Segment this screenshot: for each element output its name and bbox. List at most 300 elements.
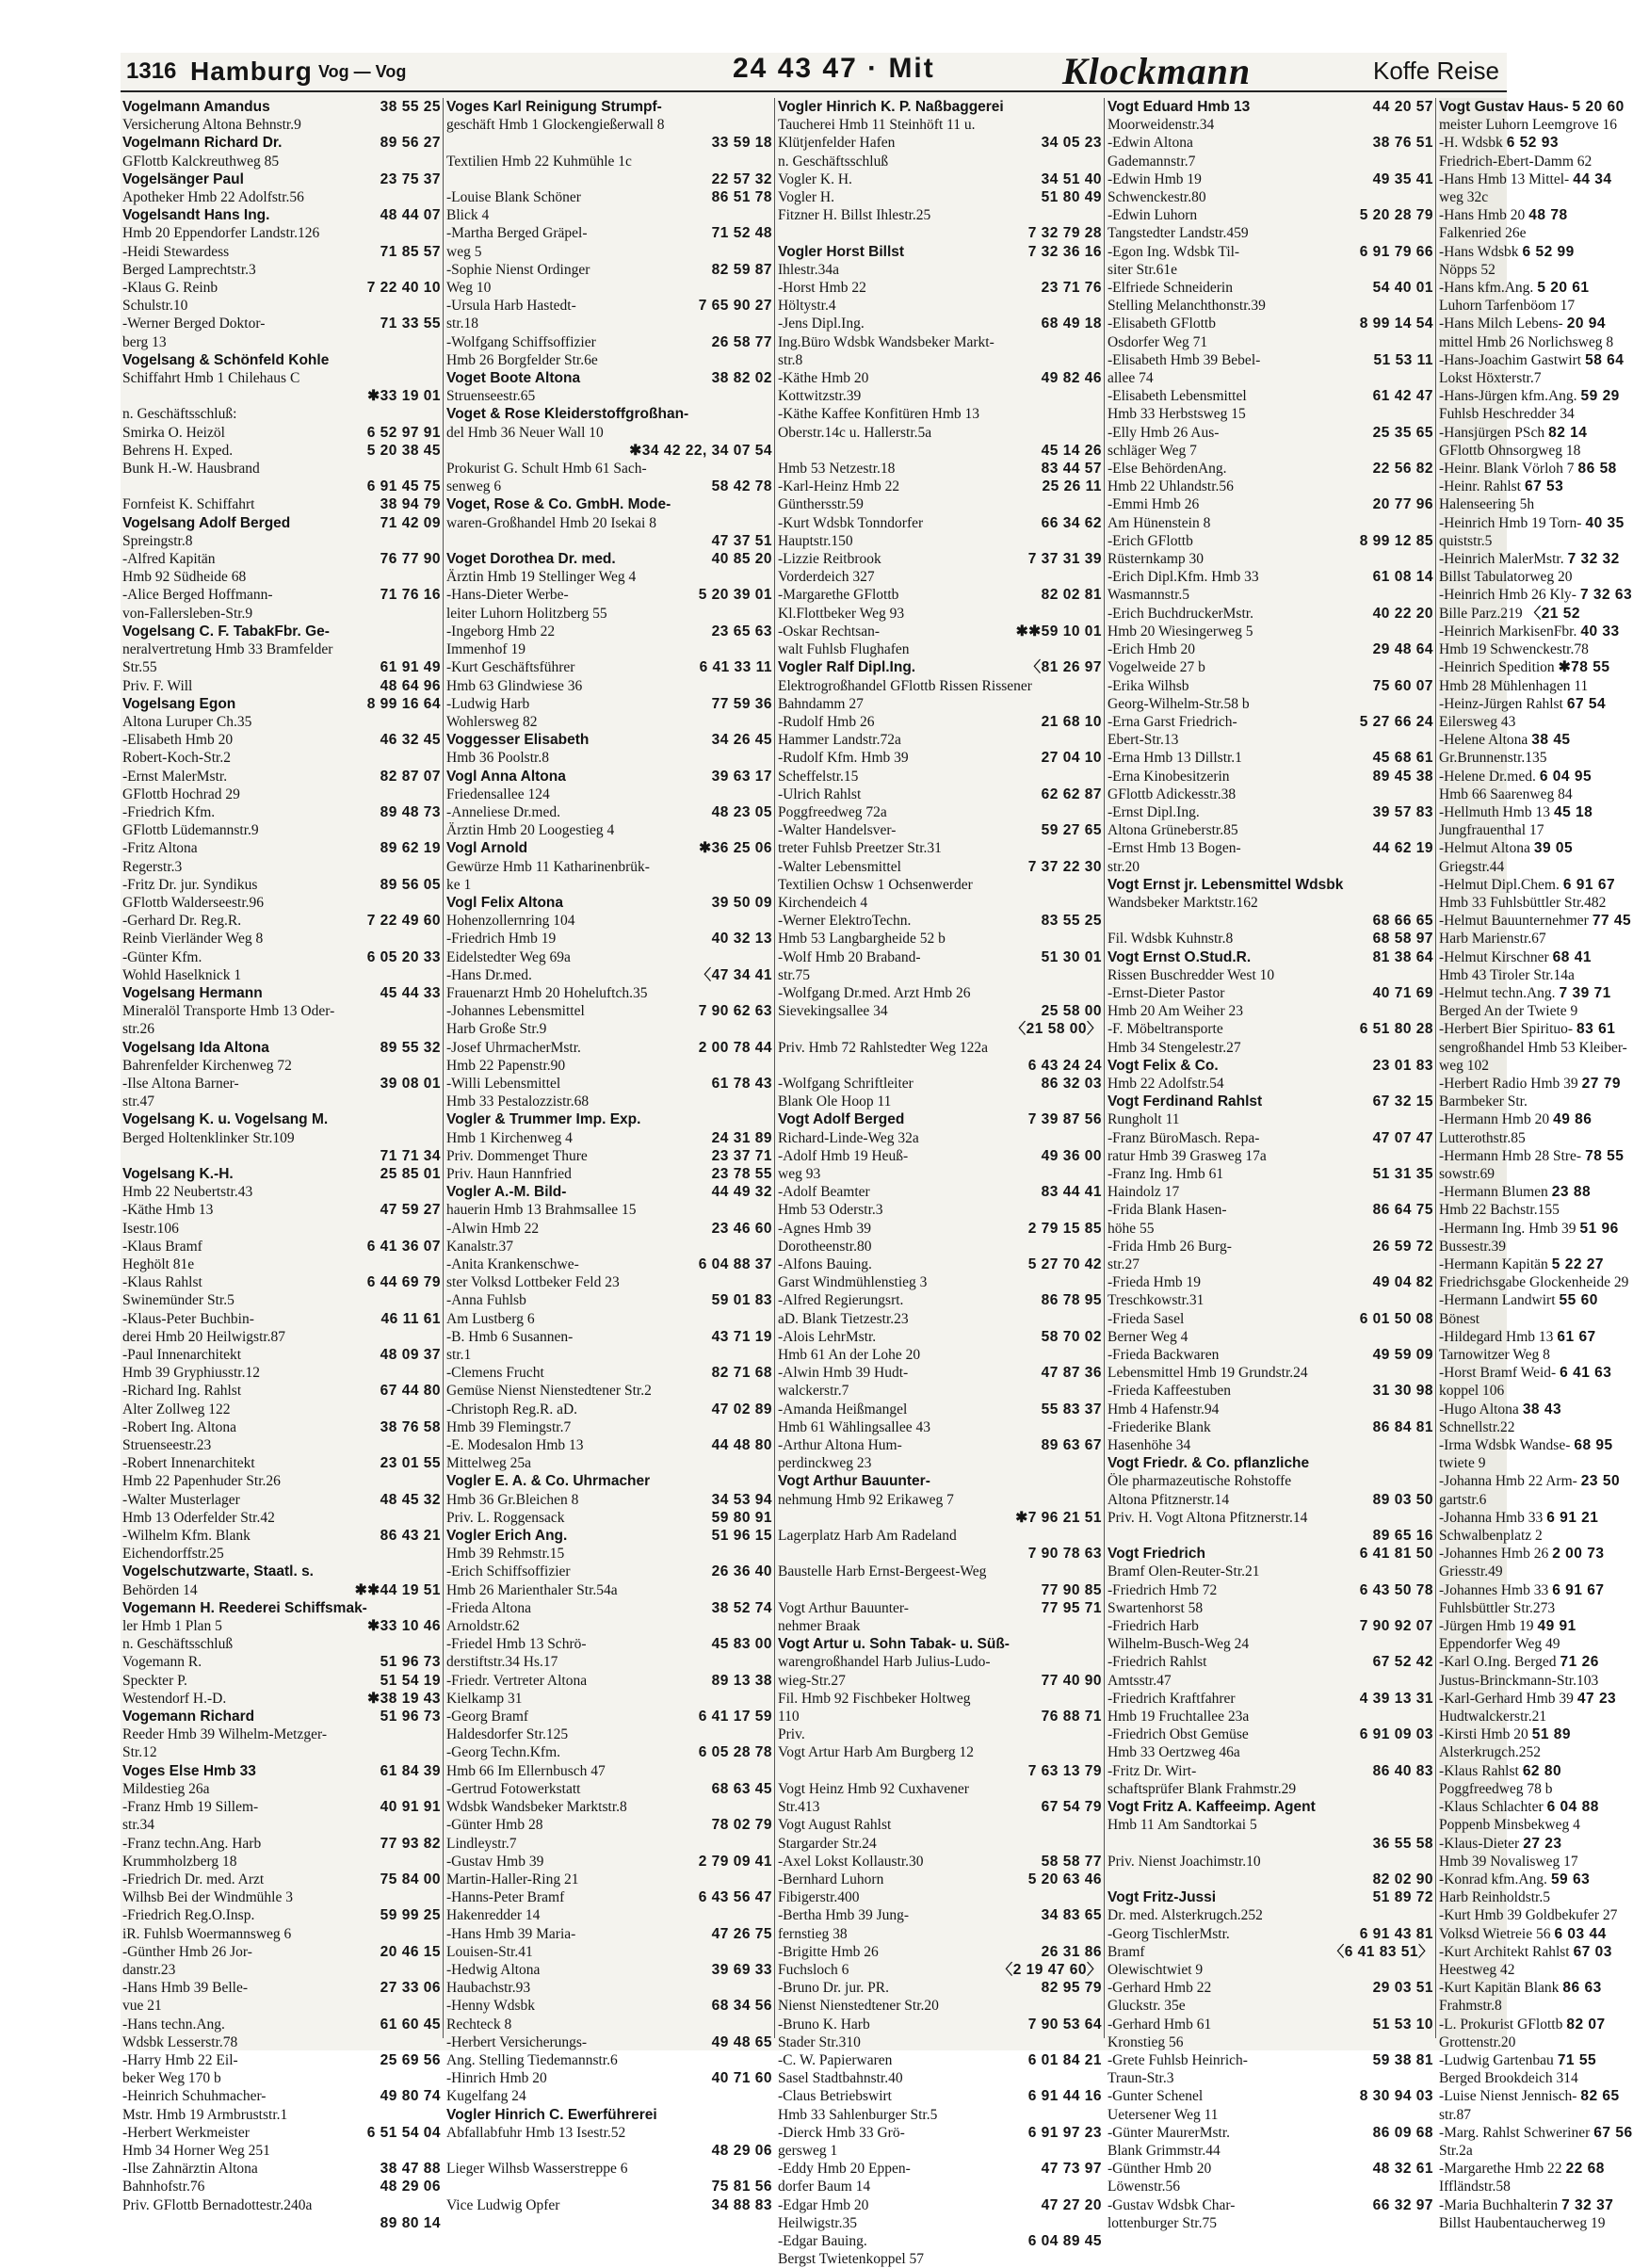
directory-entry xyxy=(446,224,772,242)
entry-text: Griesstr.49 xyxy=(1439,1563,1503,1580)
ad-phone-number: 24 43 47 · Mit xyxy=(733,53,935,84)
entry-phone xyxy=(768,1906,772,1924)
entry-text: -Hans Hmb 13 Mittel- xyxy=(1439,170,1570,187)
entry-text: -F. Möbeltransporte xyxy=(1108,1021,1223,1038)
directory-entry xyxy=(1108,786,1433,803)
directory-entry xyxy=(122,731,441,749)
ad-brand-logo: Klockmann xyxy=(1062,50,1252,92)
entry-phone: 89 80 14 xyxy=(380,2214,441,2231)
directory-entry xyxy=(122,2178,441,2195)
entry-phone: 36 55 58 xyxy=(1372,1835,1433,1852)
directory-entry xyxy=(1108,1291,1433,1309)
directory-entry xyxy=(1439,1346,1550,1364)
entry-phone: 25 26 11 xyxy=(1042,478,1102,495)
entry-text: -Hinrich Hmb 20 xyxy=(446,2070,547,2087)
entry-text: n. Geschäftsschluß xyxy=(778,153,889,170)
directory-entry xyxy=(446,1382,772,1400)
entry-phone: 6 41 33 11 xyxy=(699,659,772,676)
entry-text: -Hedwig Altona xyxy=(446,1961,541,1978)
directory-entry xyxy=(1108,2196,1433,2214)
entry-phone: 27 79 xyxy=(1581,1075,1621,1092)
entry-text: Lindleystr.7 xyxy=(446,1835,517,1852)
entry-phone xyxy=(1430,786,1433,803)
entry-text: ster Volksd Lottbeker Feld 23 xyxy=(446,1274,620,1291)
entry-text: Hmb 53 Netzestr.18 xyxy=(778,461,896,478)
directory-entry xyxy=(446,948,772,966)
entry-text: -Kurt Geschäftsführer xyxy=(446,659,575,676)
entry-phone: 29 03 51 xyxy=(1372,1980,1433,1997)
directory-entry xyxy=(778,170,1102,188)
entry-phone: 45 14 26 xyxy=(1041,442,1102,459)
entry-text: Hmb 36 Poolstr.8 xyxy=(446,750,549,767)
entry-text: Vogl Anna Altona xyxy=(446,768,566,785)
directory-entry xyxy=(778,1491,1102,1509)
directory-entry xyxy=(446,2069,772,2087)
entry-phone: 89 13 38 xyxy=(711,1672,772,1689)
directory-entry xyxy=(122,1201,441,1219)
entry-text: Vogelweide 27 b xyxy=(1108,659,1205,676)
directory-entry xyxy=(122,876,441,894)
directory-entry xyxy=(446,297,772,315)
entry-text: Hmb 33 Pestalozzistr.68 xyxy=(446,1094,590,1110)
entry-text: -Hermann Kapitän xyxy=(1439,1256,1548,1272)
entry-text: quiststr.5 xyxy=(1439,532,1493,549)
entry-text: Friedrichsgabe Glockenheide 29 xyxy=(1439,1274,1629,1291)
entry-text xyxy=(446,170,708,188)
entry-text: -Friedrich Kraftfahrer xyxy=(1108,1690,1236,1707)
entry-phone xyxy=(437,713,441,731)
entry-phone: 44 62 19 xyxy=(1372,840,1433,857)
entry-text: Schwalbenplatz 2 xyxy=(1439,1528,1543,1545)
entry-phone xyxy=(1430,2069,1433,2087)
directory-entry xyxy=(446,1418,772,1436)
directory-entry xyxy=(1439,912,1632,930)
entry-phone xyxy=(1098,1888,1102,1906)
entry-text: Struenseestr.23 xyxy=(122,1437,212,1454)
entry-text: Tarnowitzer Weg 8 xyxy=(1439,1347,1550,1364)
directory-entry xyxy=(778,333,1102,351)
directory-entry xyxy=(446,912,772,930)
entry-phone xyxy=(1543,1527,1546,1545)
entry-phone xyxy=(437,821,441,839)
entry-phone: ✱78 55 xyxy=(1558,659,1610,676)
entry-phone: 49 91 xyxy=(1537,1618,1576,1635)
entry-phone xyxy=(1098,1690,1102,1708)
entry-phone xyxy=(1526,1129,1529,1147)
entry-phone: 40 71 69 xyxy=(1372,984,1433,1001)
directory-entry xyxy=(1108,1961,1433,1979)
entry-text: Höltystr.4 xyxy=(778,298,836,315)
directory-entry xyxy=(446,894,772,912)
directory-entry xyxy=(778,568,1102,586)
entry-text: Hmb 26 Borgfelder Str.6e xyxy=(446,351,598,368)
entry-text: -Franz Hmb 19 Sillem- xyxy=(122,1799,259,1816)
directory-entry xyxy=(446,658,772,676)
entry-phone: 89 56 05 xyxy=(380,876,441,893)
directory-entry xyxy=(446,1725,772,1743)
directory-entry xyxy=(1439,1165,1507,1183)
entry-phone: 67 54 79 xyxy=(1041,1799,1102,1816)
entry-text: -Gustav Wdsbk Char- xyxy=(1108,2196,1236,2213)
directory-entry xyxy=(1439,1147,1625,1165)
entry-phone xyxy=(1550,1888,1554,1906)
entry-text: Hmb 63 Glindwiese 36 xyxy=(446,677,583,694)
entry-phone: 25 58 00 xyxy=(1041,1003,1102,1020)
entry-phone xyxy=(1098,98,1102,116)
directory-entry xyxy=(446,1599,772,1617)
entry-phone xyxy=(1098,1093,1102,1110)
directory-entry xyxy=(778,532,1102,550)
entry-phone: ✱✱44 19 51 xyxy=(354,1581,441,1598)
directory-entry xyxy=(1439,224,1527,242)
directory-entry xyxy=(1108,1436,1433,1454)
directory-entry xyxy=(1439,1002,1578,1020)
directory-entry xyxy=(778,894,1102,912)
entry-phone: 23 46 60 xyxy=(711,1220,772,1237)
entry-text: -Friedrich Kfm. xyxy=(122,803,216,820)
entry-text: -Klaus-Peter Buchbin- xyxy=(122,1310,254,1327)
directory-entry xyxy=(446,1491,772,1509)
directory-entry xyxy=(1108,478,1433,495)
directory-entry xyxy=(1108,1256,1433,1273)
entry-phone: 68 49 18 xyxy=(1041,316,1102,332)
entry-text: Hammer Landstr.72a xyxy=(778,732,901,749)
entry-text: -Johannes Hmb 33 xyxy=(1439,1581,1549,1598)
entry-phone xyxy=(437,1725,441,1743)
directory-entry xyxy=(446,1853,772,1871)
entry-phone xyxy=(437,1961,441,1979)
directory-entry xyxy=(1108,1002,1433,1020)
directory-entry xyxy=(778,1672,1102,1690)
directory-entry xyxy=(446,279,772,297)
entry-phone: 51 96 73 xyxy=(380,1709,441,1725)
directory-entry xyxy=(1439,1888,1550,1906)
entry-text: Robert-Koch-Str.2 xyxy=(122,750,231,767)
entry-text: Lieger Wilhsb Wasserstreppe 6 xyxy=(446,2161,628,2178)
directory-entry xyxy=(778,1220,1102,1238)
directory-entry xyxy=(446,387,772,405)
entry-text: -Walter Handelsver- xyxy=(778,822,897,839)
entry-phone xyxy=(1503,1057,1507,1075)
entry-phone xyxy=(768,984,772,1002)
entry-text: -Hansjürgen PSch xyxy=(1439,424,1545,441)
entry-text: -Frida Hmb 26 Burg- xyxy=(1108,1238,1232,1255)
entry-text: Vogler & Trummer Imp. Exp. xyxy=(446,1111,641,1128)
entry-text xyxy=(778,1581,1038,1599)
entry-phone: 89 56 27 xyxy=(380,135,441,152)
directory-entry xyxy=(122,1997,441,2015)
entry-text: Schulstr.10 xyxy=(122,298,188,315)
directory-entry xyxy=(778,1075,1102,1093)
directory-entry xyxy=(1108,1509,1433,1527)
entry-phone: 6 52 93 xyxy=(1506,135,1559,152)
directory-entry xyxy=(778,1653,1102,1671)
entry-text xyxy=(446,532,708,550)
entry-phone xyxy=(768,1238,772,1256)
directory-entry xyxy=(1108,134,1433,152)
entry-phone xyxy=(1503,1165,1507,1183)
entry-text: Hmb 61 Wählingsallee 43 xyxy=(778,1418,931,1435)
entry-phone xyxy=(1553,1780,1557,1798)
entry-text: Fitzner H. Billst Ihlestr.25 xyxy=(778,207,931,224)
entry-text: GFlottb Hochrad 29 xyxy=(122,786,240,802)
directory-entry xyxy=(446,2087,772,2105)
entry-phone: 23 50 xyxy=(1580,1473,1621,1490)
directory-entry xyxy=(778,1961,1102,1979)
directory-entry xyxy=(446,677,772,695)
entry-phone: 33 59 18 xyxy=(711,135,772,152)
entry-text: -Henny Wdsbk xyxy=(446,1998,535,2015)
directory-entry xyxy=(446,930,772,948)
directory-entry xyxy=(778,1527,1102,1545)
directory-entry xyxy=(1108,1093,1433,1110)
directory-entry xyxy=(122,1364,441,1382)
entry-text: von-Fallersleben-Str.9 xyxy=(122,605,253,622)
directory-entry xyxy=(1439,297,1576,315)
directory-entry xyxy=(446,1364,772,1382)
entry-text: derei Hmb 20 Heilwigstr.87 xyxy=(122,1328,286,1345)
entry-phone: 23 75 37 xyxy=(380,170,441,187)
entry-phone: 45 83 00 xyxy=(711,1636,772,1653)
entry-text: Frahmstr.8 xyxy=(1439,1998,1502,2015)
entry-phone: 71 55 xyxy=(1557,2051,1597,2068)
entry-phone: 27 23 xyxy=(1523,1835,1562,1852)
directory-entry xyxy=(446,1291,772,1309)
entry-text: -Louise Blank Schöner xyxy=(446,189,581,206)
entry-phone xyxy=(1430,1853,1433,1871)
directory-entry xyxy=(1108,1617,1433,1635)
entry-phone xyxy=(1430,1220,1433,1238)
directory-entry xyxy=(122,658,441,676)
entry-text: -Rudolf Kfm. Hmb 39 xyxy=(778,750,909,767)
entry-phone: 5 20 39 01 xyxy=(698,587,772,604)
entry-text: Lagerplatz Harb Am Radeland xyxy=(778,1528,957,1545)
entry-text: -Kurt Architekt Rahlst xyxy=(1439,1943,1570,1960)
directory-entry xyxy=(446,1057,772,1075)
entry-text: treter Fuhlsb Preetzer Str.31 xyxy=(778,840,942,857)
entry-phone xyxy=(1098,1346,1102,1364)
directory-entry xyxy=(122,1057,441,1075)
entry-text: gartstr.6 xyxy=(1439,1491,1487,1508)
entry-text: Kielkamp 31 xyxy=(446,1690,523,1707)
directory-entry xyxy=(1439,2178,1511,2195)
entry-phone xyxy=(768,1617,772,1635)
entry-text: Voget Boote Altona xyxy=(446,370,581,387)
directory-entry xyxy=(778,1906,1102,1924)
entry-text: -Helmut Kirschner xyxy=(1439,948,1549,965)
directory-entry xyxy=(1439,821,1544,839)
directory-entry xyxy=(122,1238,441,1256)
entry-phone xyxy=(1098,1835,1102,1853)
entry-phone: 6 91 44 16 xyxy=(1027,2088,1102,2105)
entry-phone xyxy=(768,749,772,767)
entry-phone xyxy=(768,2087,772,2105)
entry-text: -Hans-Dieter Werbe- xyxy=(446,587,569,604)
directory-entry xyxy=(1439,405,1575,423)
directory-entry xyxy=(122,170,441,188)
directory-entry xyxy=(1108,1382,1433,1400)
entry-text: Voget Dorothea Dr. med. xyxy=(446,551,616,568)
entry-text: -Fritz Altona xyxy=(122,840,198,857)
directory-entry xyxy=(1439,188,1507,206)
entry-text: Harb Marienstr.67 xyxy=(1439,931,1546,948)
entry-phone xyxy=(1098,876,1102,894)
entry-phone: 6 91 67 xyxy=(1552,1581,1605,1598)
entry-phone xyxy=(1430,1436,1433,1454)
entry-text: -Alfred Regierungsrt. xyxy=(778,1292,904,1309)
entry-text: -Hans Milch Lebens- xyxy=(1439,316,1563,332)
entry-text: Heghölt 81e xyxy=(122,1256,195,1272)
directory-entry xyxy=(1439,1364,1612,1382)
directory-entry xyxy=(1439,803,1593,821)
entry-text: Gr.Brunnenstr.135 xyxy=(1439,750,1547,767)
directory-entry xyxy=(1108,1147,1433,1165)
entry-text: Wilhsb Bei der Windmühle 3 xyxy=(122,1889,293,1906)
directory-entry xyxy=(1108,677,1433,695)
entry-text: Kirchendeich 4 xyxy=(778,894,868,911)
entry-text: Priv. L. Roggensack xyxy=(446,1509,565,1526)
entry-phone: 40 71 60 xyxy=(711,2070,772,2087)
entry-text: Günthersstr.59 xyxy=(778,496,864,513)
directory-entry xyxy=(1439,930,1546,948)
entry-phone: 44 48 80 xyxy=(711,1437,772,1454)
entry-text: -Gerhard Hmb 61 xyxy=(1108,2016,1212,2033)
entry-text: koppel 106 xyxy=(1439,1383,1505,1400)
entry-phone xyxy=(1506,1238,1510,1256)
entry-phone xyxy=(437,2069,441,2087)
directory-entry xyxy=(1439,2033,1516,2051)
entry-phone: 7 39 87 56 xyxy=(1027,1111,1102,1128)
directory-entry xyxy=(1108,1871,1433,1888)
directory-entry xyxy=(1108,1635,1433,1653)
entry-text: -Herbert Bier Spirituo- xyxy=(1439,1021,1574,1038)
entry-text: Hmb 53 Langbargheide 52 b xyxy=(778,931,946,948)
directory-entry xyxy=(1108,495,1433,513)
entry-phone: 6 41 63 xyxy=(1560,1365,1612,1382)
directory-entry xyxy=(778,1599,1102,1617)
entry-text: Hmb 43 Tiroler Str.14a xyxy=(1439,966,1575,983)
entry-text: Kanalstr.37 xyxy=(446,1238,514,1255)
entry-text: Rüsternkamp 30 xyxy=(1108,551,1205,568)
entry-phone: 20 94 xyxy=(1566,316,1607,332)
entry-phone: 24 31 89 xyxy=(711,1129,772,1146)
entry-text: Hmb 66 Im Ellernbusch 47 xyxy=(446,1762,606,1779)
entry-phone: ✱34 42 22, 34 07 54 xyxy=(629,442,772,459)
entry-text: Am Lustberg 6 xyxy=(446,1310,535,1327)
directory-entry xyxy=(1439,658,1610,676)
entry-phone xyxy=(768,495,772,513)
directory-entry xyxy=(446,1997,772,2015)
entry-text xyxy=(778,224,1025,242)
entry-text: -Werner Berged Doktor- xyxy=(122,316,266,332)
entry-phone xyxy=(768,858,772,876)
entry-text: Abfallabfuhr Hmb 13 Isestr.52 xyxy=(446,2124,626,2141)
directory-entry xyxy=(1108,1743,1433,1761)
directory-entry xyxy=(778,912,1102,930)
entry-phone xyxy=(768,243,772,261)
entry-phone: 8 99 14 54 xyxy=(1359,316,1433,332)
directory-entry xyxy=(778,640,1102,658)
directory-entry xyxy=(446,1075,772,1093)
entry-text: -Gustav Hmb 39 xyxy=(446,1853,544,1870)
directory-entry xyxy=(778,1762,1102,1780)
directory-entry xyxy=(1439,984,1611,1002)
entry-phone: 34 51 40 xyxy=(1041,170,1102,187)
entry-text: Vogler H. xyxy=(778,189,834,206)
entry-phone xyxy=(1430,333,1433,351)
directory-entry xyxy=(778,948,1102,966)
entry-phone: 82 95 79 xyxy=(1041,1980,1102,1997)
directory-entry xyxy=(1108,1545,1433,1563)
entry-text: -Maria Buchhalterin xyxy=(1439,2196,1559,2213)
entry-phone: 49 80 74 xyxy=(380,2088,441,2105)
entry-phone xyxy=(437,1888,441,1906)
entry-text: Isestr.106 xyxy=(122,1220,179,1237)
directory-entry xyxy=(778,424,1102,442)
entry-text: Priv. Nienst Joachimstr.10 xyxy=(1108,1853,1261,1870)
entry-text: -Alwin Hmb 22 xyxy=(446,1220,540,1237)
entry-text: Martin-Haller-Ring 21 xyxy=(446,1871,579,1887)
directory-entry xyxy=(1108,658,1433,676)
entry-text: -Elisabeth GFlottb xyxy=(1108,316,1216,332)
entry-phone: 67 32 15 xyxy=(1372,1094,1433,1110)
directory-entry xyxy=(778,116,1102,134)
entry-text: Fil. Wdsbk Kuhnstr.8 xyxy=(1108,931,1234,948)
entry-text: -Friedrich Dr. med. Arzt xyxy=(122,1871,265,1887)
entry-text: -Emmi Hmb 26 xyxy=(1108,496,1200,513)
entry-text: Fil. Hmb 92 Fischbeker Holtweg xyxy=(778,1690,971,1707)
entry-text: Nöpps 52 xyxy=(1439,261,1496,278)
directory-entry xyxy=(122,966,441,984)
entry-phone xyxy=(437,1436,441,1454)
entry-phone: 71 26 xyxy=(1560,1654,1599,1671)
entry-phone: 89 45 38 xyxy=(1372,768,1433,785)
directory-entry xyxy=(1439,1871,1591,1888)
entry-text: allee 74 xyxy=(1108,370,1154,387)
entry-text: Hauptstr.150 xyxy=(778,532,853,549)
entry-phone xyxy=(1617,116,1621,134)
entry-phone: 7 90 78 63 xyxy=(1027,1546,1102,1563)
entry-text: sowstr.69 xyxy=(1439,1165,1495,1182)
entry-text: Vogelsang C. F. TabakFbr. Ge- xyxy=(122,623,330,640)
entry-text: -Wolf Hmb 20 Braband- xyxy=(778,948,921,965)
entry-phone: 7 32 79 28 xyxy=(1027,225,1102,242)
entry-phone xyxy=(1098,1925,1102,1943)
entry-text xyxy=(1108,1835,1369,1853)
directory-entry xyxy=(446,1672,772,1690)
entry-text: str.1 xyxy=(446,1347,472,1364)
entry-text: -Herbert Werkmeister xyxy=(122,2124,250,2141)
entry-phone xyxy=(768,279,772,297)
entry-text: -Kurt Hmb 39 Goldbekufer 27 xyxy=(1439,1907,1618,1924)
directory-entry xyxy=(446,1093,772,1110)
directory-entry xyxy=(122,279,441,297)
entry-text: -Johannes Lebensmittel xyxy=(446,1003,585,1020)
entry-text: Vogelsang K. u. Vogelsang M. xyxy=(122,1111,329,1128)
directory-entry xyxy=(778,1690,1102,1708)
entry-text: -Günther Hmb 20 xyxy=(1108,2161,1212,2178)
directory-entry xyxy=(1108,1563,1433,1580)
entry-text: Voget & Rose Kleiderstoffgroßhan- xyxy=(446,406,689,423)
entry-text: Gluckstr. 35e xyxy=(1108,1998,1186,2015)
entry-text: -Kurt Kapitän Blank xyxy=(1439,1980,1560,1997)
entry-phone: 7 32 37 xyxy=(1561,2196,1614,2213)
entry-text: Louisen-Str.41 xyxy=(446,1943,533,1960)
directory-entry xyxy=(778,1020,1102,1038)
entry-text: Ang. Stelling Tiedemannstr.6 xyxy=(446,2051,618,2068)
directory-entry xyxy=(122,568,441,586)
entry-phone: 7 63 13 79 xyxy=(1027,1762,1102,1779)
